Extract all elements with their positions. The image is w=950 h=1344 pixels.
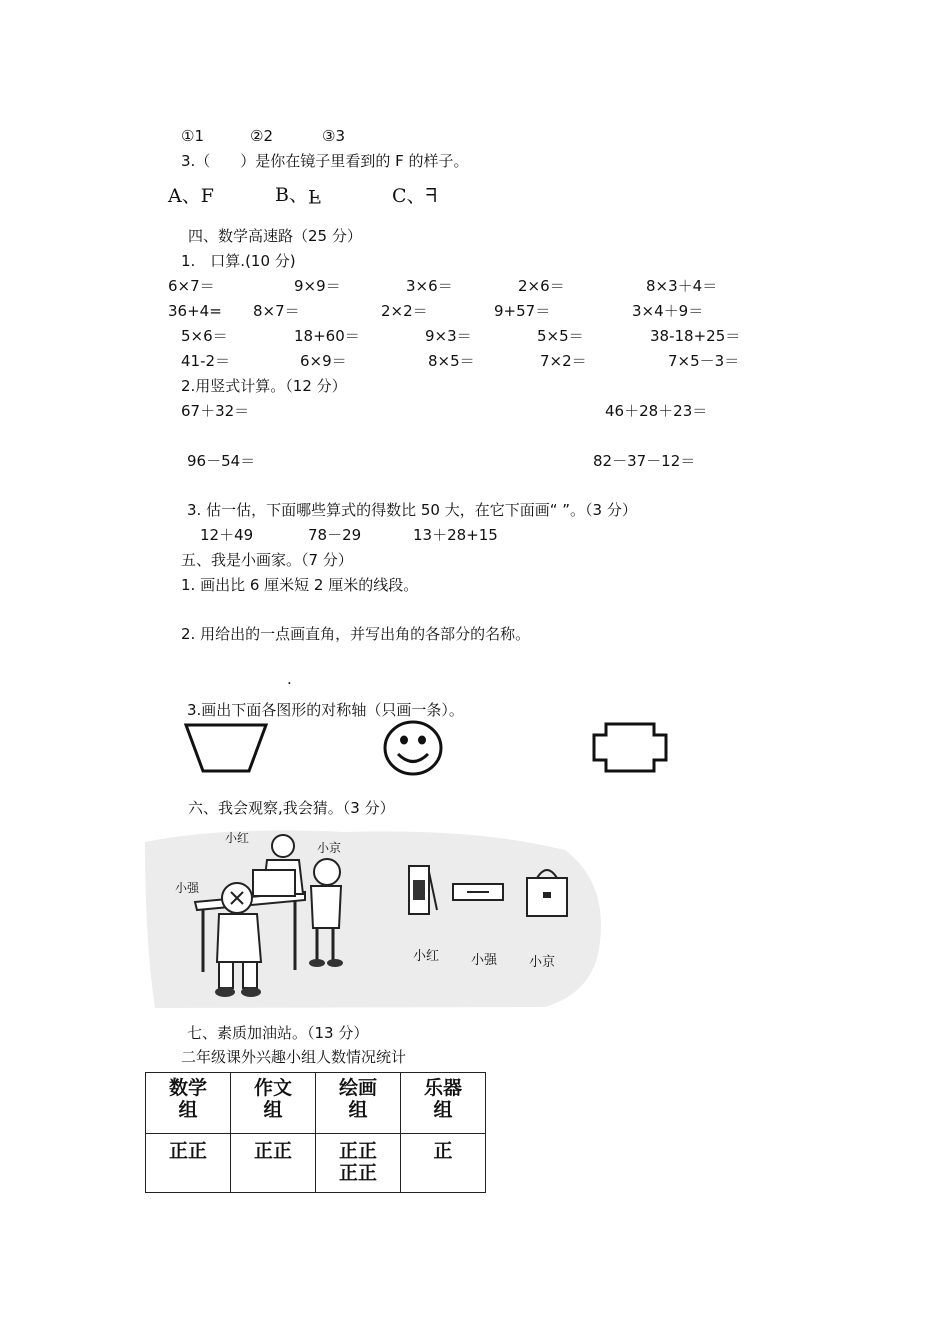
oral-item: 2×6＝ [518, 277, 565, 295]
table-cell: 正 [401, 1134, 486, 1193]
person-label-xiaojing: 小京 [317, 841, 342, 855]
oral-item: 7×2＝ [540, 352, 587, 370]
oral-item: 2×2＝ [381, 302, 428, 320]
bag-label-xiaohong: 小红 [413, 949, 440, 964]
section-5-title: 五、我是小画家。（7 分） [181, 551, 353, 569]
oral-item: 36+4= [168, 302, 222, 320]
oral-item: 8×7＝ [253, 302, 300, 320]
vertical-calc-item: 82－37－12＝ [593, 452, 696, 470]
oral-item: 5×6＝ [181, 327, 228, 345]
person-label-xiaohong: 小红 [225, 831, 250, 845]
estimate-item: 12＋49 [200, 526, 254, 544]
scene-drawing [145, 822, 607, 1010]
oral-item: 8×3＋4＝ [646, 277, 718, 295]
mirror-question: 3.（ ）是你在镜子里看到的 F 的样子。 [181, 152, 469, 170]
oral-item: 3×6＝ [406, 277, 453, 295]
trapezoid-shape [183, 722, 269, 774]
oral-item: 3×4＋9＝ [632, 302, 704, 320]
section-6-title: 六、我会观察,我会猜。（3 分） [188, 799, 395, 817]
oral-item: 18+60＝ [294, 327, 360, 345]
segment-question: 1. 画出比 6 厘米短 2 厘米的线段。 [181, 576, 419, 594]
estimate-item: 13＋28+15 [413, 526, 498, 544]
table-header-cell: 数学组 [146, 1073, 231, 1134]
right-angle-question: 2. 用给出的一点画直角，并写出角的各部分的名称。 [181, 625, 531, 643]
given-point: . [287, 670, 292, 688]
person-label-xiaoqiang: 小强 [175, 881, 200, 895]
mirror-option-b: B、F [275, 184, 322, 207]
oral-item: 9×3＝ [425, 327, 472, 345]
oral-item: 9×9＝ [294, 277, 341, 295]
oral-item: 5×5＝ [537, 327, 584, 345]
table-header-cell: 作文组 [231, 1073, 316, 1134]
symmetry-question: 3.画出下面各图形的对称轴（只画一条）。 [187, 701, 464, 719]
oral-item: 9+57＝ [494, 302, 551, 320]
oral-item: 6×9＝ [300, 352, 347, 370]
oral-item: 6×7＝ [168, 277, 215, 295]
bag-label-xiaoqiang: 小强 [471, 953, 498, 968]
estimate-title: 3. 估一估，下面哪些算式的得数比 50 大，在它下面画“ ”。（3 分） [187, 501, 637, 519]
table-header-cell: 绘画组 [316, 1073, 401, 1134]
table-header-cell: 乐器组 [401, 1073, 486, 1134]
table-cell: 正正 [146, 1134, 231, 1193]
section-4-title: 四、数学高速路（25 分） [188, 227, 362, 245]
table-header-row [146, 1073, 486, 1134]
vertical-calc-item: 96－54＝ [187, 452, 256, 470]
oral-item: 7×5－3＝ [668, 352, 740, 370]
oral-item: 38-18+25＝ [650, 327, 741, 345]
section-7-title: 七、素质加油站。（13 分） [187, 1024, 369, 1042]
oral-item: 41-2＝ [181, 352, 231, 370]
table-row [146, 1134, 486, 1193]
table-cell: 正正 [231, 1134, 316, 1193]
mirror-option-a: A、F [168, 185, 214, 207]
vertical-calc-item: 46＋28＋23＝ [605, 402, 708, 420]
estimate-item: 78－29 [308, 526, 362, 544]
smiley-face-shape [382, 719, 444, 777]
oral-title: 1. 口算.(10 分) [181, 252, 296, 270]
observation-illustration [145, 822, 607, 1010]
cross-shape [592, 722, 668, 774]
table-title: 二年级课外兴趣小组人数情况统计 [181, 1048, 407, 1066]
table-cell: 正正正正 [316, 1134, 401, 1193]
vertical-calc-title: 2.用竖式计算。（12 分） [181, 377, 347, 395]
option-2: ②2 [250, 127, 273, 145]
option-1: ①1 [181, 127, 204, 145]
option-3: ③3 [322, 127, 345, 145]
bag-label-xiaojing: 小京 [529, 955, 556, 970]
interest-group-table [145, 1072, 486, 1193]
mirror-option-c: C、ᖷ [392, 185, 437, 207]
oral-item: 8×5＝ [428, 352, 475, 370]
vertical-calc-item: 67＋32＝ [181, 402, 250, 420]
